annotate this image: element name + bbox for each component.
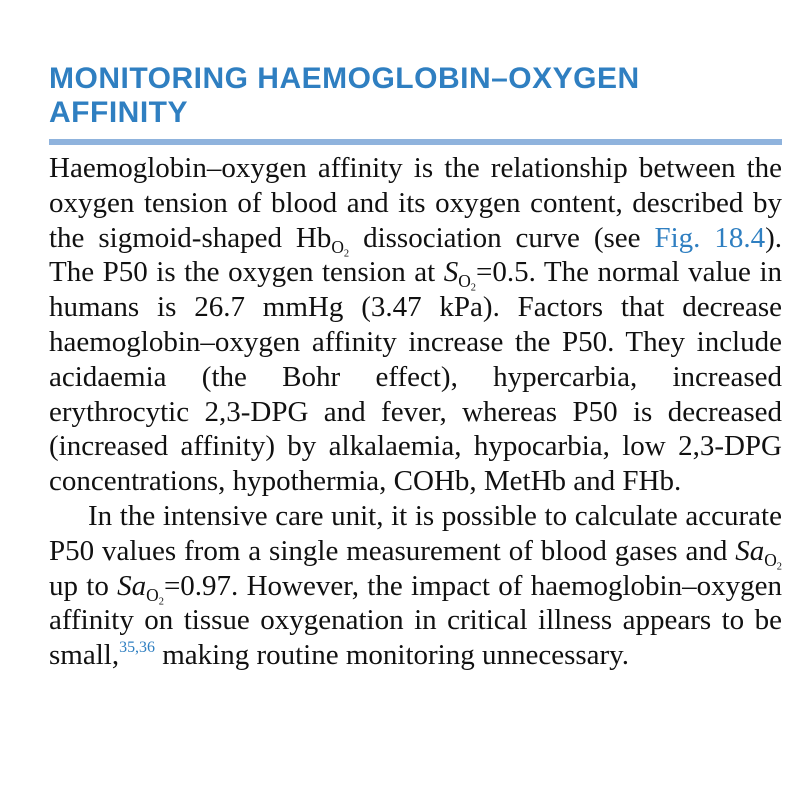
hb-subscript-2: 2 [343, 248, 350, 260]
so2-subscript-2: 2 [470, 283, 476, 295]
body-text [49, 151, 782, 673]
so2-subscript [458, 271, 476, 295]
heading-divider [49, 139, 782, 145]
figure-reference-link[interactable]: Fig. 18.4 [654, 221, 766, 254]
section-heading-line-1: MONITORING HAEMOGLOBIN–OXYGEN [49, 62, 640, 95]
section-heading [49, 62, 782, 130]
sao2-subscript-1 [764, 549, 782, 573]
sao2-subscript-1-o: O [764, 549, 777, 570]
sao2-subscript-1-2: 2 [776, 561, 782, 573]
paragraph-2-text-d: making routine monitoring unnecessary. [154, 639, 630, 672]
section-heading-line-2: AFFINITY [49, 96, 188, 129]
so2-subscript-o: O [458, 271, 471, 292]
so2-variable: S [443, 256, 459, 289]
paragraph-1-text-b: dissociation curve (see [349, 221, 655, 254]
paragraph-1-text-c: ). The P50 is the oxygen tension at [49, 221, 782, 289]
hb-subscript-o: O [331, 236, 344, 257]
citation-superscript-link[interactable]: 35,36 [119, 639, 155, 657]
sao2-variable-2: Sa [117, 569, 147, 602]
paragraph-2 [49, 499, 782, 673]
sao2-subscript-2-o: O [146, 584, 159, 605]
paragraph-2-text-b: up to [49, 569, 118, 602]
paragraph-1-text-d: =0.5. The normal value in humans is 26.7 mmHg (3.47 kPa). Factors that decrease haemoglobin–oxygen affinity increase the P50. They include acidaemia (the Bohr effect), hypercarbia, increased erythrocytic 2,3-DPG and fever, whereas P50 is decreased (increased affinity) by alkalaemia, hypocarbia, low 2,3-DPG concentrations, hypothermia, COHb, MetHb and FHb. [49, 256, 783, 498]
sao2-subscript-2 [146, 584, 164, 608]
document-page [49, 62, 782, 673]
paragraph-2-text-a: In the intensive care unit, it is possible to calculate accurate P50 values from a single measurement of blood gases and [49, 499, 782, 567]
paragraph-2-text-c: =0.97. However, the impact of haemoglobin–oxygen affinity on tissue oxygenation in critical illness appears to be small, [49, 569, 782, 672]
paragraph-1-text-a: Haemoglobin–oxygen affinity is the relationship between the oxygen tension of blood and its oxygen content, described by the sigmoid-shaped Hb [49, 152, 782, 254]
hb-subscript [331, 236, 350, 260]
paragraph-1 [49, 151, 782, 499]
sao2-subscript-2-2: 2 [158, 596, 164, 608]
sao2-variable-1: Sa [735, 534, 765, 567]
